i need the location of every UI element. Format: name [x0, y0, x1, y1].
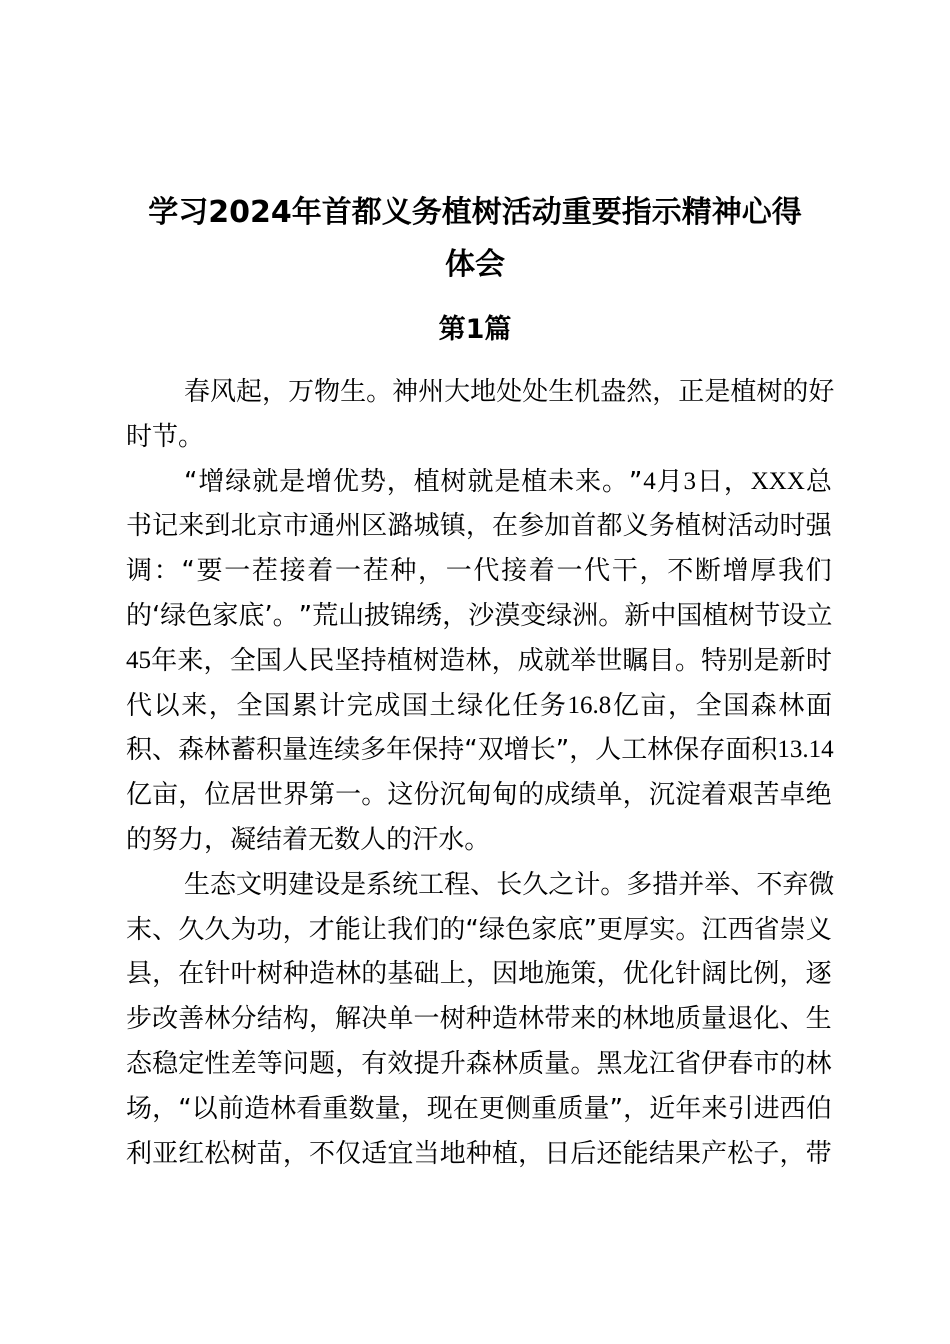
paragraph-line: “ 增 绿 就 是 增 优 势 ， 植 树 就 是 植 未 来 。 ” 4 月 3 日 ， XXX 总: [184, 466, 832, 497]
paragraph-line: 亿 亩 ， 位 居 世 界 第 一 。 这 份 沉 甸 甸 的 成 绩 单 ， 沉 淀 着 艰 苦 卓 绝: [126, 780, 832, 811]
paragraph-line: 书 记 来 到 北 京 市 通 州 区 潞 城 镇 ， 在 参 加 首 都 义 务 植 树 活 动 时 强: [126, 511, 832, 542]
paragraph-line: 的 ‘ 绿 色 家 底 ’ 。 ” 荒 山 披 锦 绣 ， 沙 漠 变 绿 洲 。 新 中 国 植 树 节 设 立: [126, 600, 833, 631]
paragraph-line: 利 亚 红 松 树 苗 ， 不 仅 适 宜 当 地 种 植 ， 日 后 还 能 结 果 产 松 子 ， 带: [126, 1138, 832, 1169]
paragraph-line: 县 ， 在 针 叶 树 种 造 林 的 基 础 上 ， 因 地 施 策 ， 优 化 针 阔 比 例 ， 逐: [126, 959, 832, 990]
paragraph-line: 时 节 。: [126, 421, 205, 452]
paragraph: [126, 460, 832, 863]
paragraph-line: 45 年 来 ， 全 国 人 民 坚 持 植 树 造 林 ， 成 就 举 世 瞩 目 。 特 别 是 新 时: [126, 645, 832, 676]
paragraph-line: 态 稳 定 性 差 等 问 题 ， 有 效 提 升 森 林 质 量 。 黑 龙 江 省 伊 春 市 的 林: [126, 1048, 832, 1079]
section-heading: 第1篇: [438, 314, 512, 345]
paragraph-line: 积 、 森 林 蓄 积 量 连 续 多 年 保 持 “ 双 增 长 ” ， 人 工 林 保 存 面 积 13.14: [126, 735, 834, 766]
paragraph-line: 的 努 力 ， 凝 结 着 无 数 人 的 汗 水 。: [126, 824, 491, 855]
paragraph-line: 末 、 久 久 为 功 ， 才 能 让 我 们 的 “ 绿 色 家 底 ” 更 厚 实 。 江 西 省 崇 义: [126, 914, 832, 945]
paragraph-line: 代 以 来 ， 全 国 累 计 完 成 国 土 绿 化 任 务 16.8 亿 亩 ， 全 国 森 林 面: [126, 690, 832, 721]
document-title-line-1: 学习2024年首都义务植树活动重要指示精神心得: [148, 195, 802, 230]
paragraph: [126, 370, 835, 460]
paragraph-line: 调 ： “ 要 一 茬 接 着 一 茬 种 ， 一 代 接 着 一 代 干 ， 不 断 增 厚 我 们: [126, 556, 832, 587]
paragraph: [126, 863, 835, 1177]
document-body: [126, 370, 835, 1176]
paragraph-line: 步 改 善 林 分 结 构 ， 解 决 单 一 树 种 造 林 带 来 的 林 地 质 量 退 化 、 生: [126, 1004, 832, 1035]
paragraph-line: 场 ， “ 以 前 造 林 看 重 数 量 ， 现 在 更 侧 重 质 量 ” ， 近 年 来 引 进 西 伯: [126, 1093, 832, 1124]
document-title-line-2: 体会: [445, 247, 505, 282]
paragraph-line: 春 风 起 ， 万 物 生 。 神 州 大 地 处 处 生 机 盎 然 ， 正 是 植 树 的 好: [184, 377, 835, 407]
paragraph-line: 生 态 文 明 建 设 是 系 统 工 程 、 长 久 之 计 。 多 措 并 举 、 不 弃 微: [184, 869, 835, 900]
